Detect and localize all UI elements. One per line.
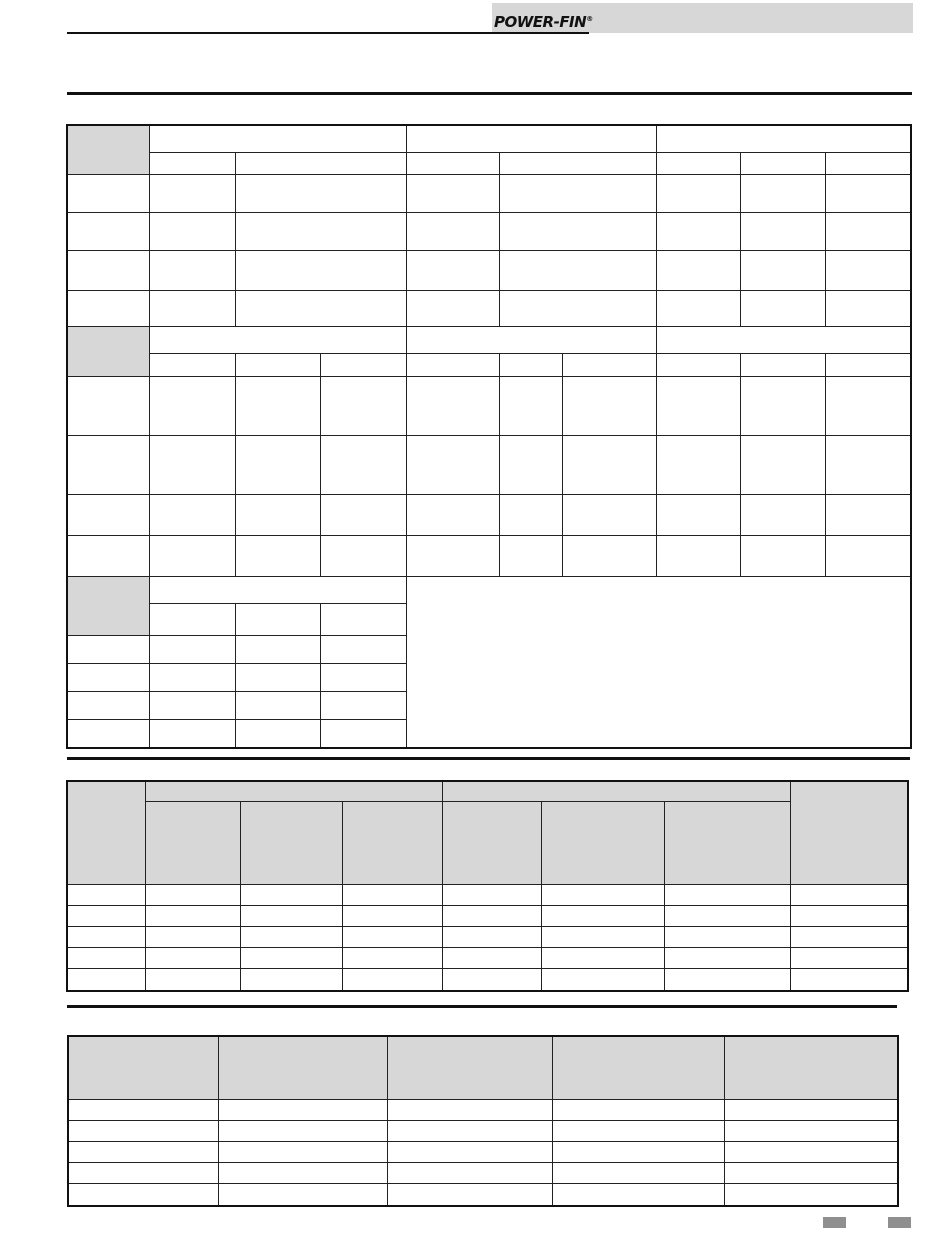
table-cell bbox=[150, 692, 236, 720]
table-row bbox=[68, 577, 911, 604]
table-row bbox=[68, 436, 911, 495]
table-cell bbox=[343, 802, 443, 885]
table-cell bbox=[665, 802, 791, 885]
table-row bbox=[68, 782, 908, 802]
table-cell bbox=[741, 175, 826, 213]
table-cell bbox=[826, 377, 911, 436]
table-cell bbox=[553, 1121, 725, 1142]
table-cell bbox=[150, 354, 236, 377]
table-cell bbox=[826, 175, 911, 213]
table-cell bbox=[146, 782, 443, 802]
table-cell bbox=[69, 1163, 219, 1184]
table-cell bbox=[236, 720, 321, 748]
table-row bbox=[69, 1121, 898, 1142]
section-divider-bottom bbox=[67, 1005, 897, 1008]
table-cell bbox=[500, 377, 563, 436]
table-cell bbox=[68, 720, 150, 748]
table-cell bbox=[150, 213, 236, 251]
table-cell bbox=[150, 377, 236, 436]
table-row bbox=[68, 251, 911, 291]
table-cell bbox=[236, 377, 321, 436]
table-cell bbox=[791, 927, 908, 948]
table-cell bbox=[236, 291, 407, 327]
registered-mark: ® bbox=[586, 15, 593, 23]
table-cell bbox=[241, 927, 343, 948]
table-cell bbox=[500, 291, 657, 327]
table-cell bbox=[68, 948, 146, 969]
table-cell bbox=[68, 906, 146, 927]
table-cell bbox=[321, 720, 407, 748]
table-cell bbox=[826, 291, 911, 327]
table-cell bbox=[407, 126, 657, 153]
table-cell bbox=[542, 802, 665, 885]
table-cell bbox=[68, 327, 150, 377]
table-cell bbox=[500, 213, 657, 251]
table-cell bbox=[219, 1037, 388, 1100]
table-cell bbox=[407, 175, 500, 213]
table-cell bbox=[443, 969, 542, 991]
table-cell bbox=[68, 377, 150, 436]
table-cell bbox=[725, 1100, 898, 1121]
table-cell bbox=[241, 948, 343, 969]
table-row bbox=[68, 175, 911, 213]
table-cell bbox=[741, 436, 826, 495]
table-cell bbox=[563, 377, 657, 436]
table-cell bbox=[236, 636, 321, 664]
table-cell bbox=[321, 692, 407, 720]
table-row bbox=[68, 213, 911, 251]
table-row bbox=[69, 1184, 898, 1206]
table-cell bbox=[826, 536, 911, 577]
table-cell bbox=[500, 354, 563, 377]
table-cell bbox=[826, 153, 911, 175]
table-row bbox=[68, 885, 908, 906]
table-cell bbox=[68, 436, 150, 495]
table-cell bbox=[741, 291, 826, 327]
table-cell bbox=[68, 495, 150, 536]
table-cell bbox=[407, 495, 500, 536]
table-cell bbox=[500, 436, 563, 495]
table-cell bbox=[388, 1121, 553, 1142]
table-cell bbox=[150, 604, 236, 636]
table-cell bbox=[69, 1184, 219, 1206]
table-cell bbox=[68, 692, 150, 720]
table-cell bbox=[826, 213, 911, 251]
spec-table-a bbox=[67, 125, 911, 748]
table-cell bbox=[150, 720, 236, 748]
table-cell bbox=[542, 948, 665, 969]
table-cell bbox=[657, 213, 741, 251]
table-row bbox=[69, 1142, 898, 1163]
table-row bbox=[69, 1037, 898, 1100]
table-cell bbox=[150, 495, 236, 536]
table-cell bbox=[443, 948, 542, 969]
table-cell bbox=[725, 1121, 898, 1142]
table-cell bbox=[725, 1037, 898, 1100]
table-row bbox=[69, 1163, 898, 1184]
table-cell bbox=[146, 885, 241, 906]
table-cell bbox=[388, 1100, 553, 1121]
table-cell bbox=[407, 377, 500, 436]
table-cell bbox=[563, 354, 657, 377]
table-row bbox=[68, 969, 908, 991]
table-cell bbox=[657, 153, 741, 175]
table-cell bbox=[68, 251, 150, 291]
footer-mark-right bbox=[888, 1217, 911, 1228]
table-cell bbox=[665, 885, 791, 906]
table-cell bbox=[68, 664, 150, 692]
table-cell bbox=[236, 436, 321, 495]
table-cell bbox=[68, 291, 150, 327]
table-cell bbox=[236, 354, 321, 377]
table-cell bbox=[321, 536, 407, 577]
table-cell bbox=[69, 1037, 219, 1100]
table-cell bbox=[657, 354, 741, 377]
table-cell bbox=[665, 948, 791, 969]
table-cell bbox=[146, 906, 241, 927]
table-cell bbox=[443, 927, 542, 948]
table-cell bbox=[741, 495, 826, 536]
table-cell bbox=[826, 251, 911, 291]
section-divider-top bbox=[67, 92, 912, 95]
table-cell bbox=[241, 969, 343, 991]
notes-area bbox=[407, 577, 911, 748]
table-cell bbox=[236, 664, 321, 692]
table-cell bbox=[321, 636, 407, 664]
table-cell bbox=[826, 354, 911, 377]
spec-table-c bbox=[68, 1036, 898, 1206]
table-row bbox=[68, 126, 911, 153]
table-cell bbox=[725, 1163, 898, 1184]
header-rule bbox=[67, 32, 589, 34]
table-cell bbox=[236, 213, 407, 251]
table-cell bbox=[150, 536, 236, 577]
table-cell bbox=[791, 969, 908, 991]
table-cell bbox=[563, 495, 657, 536]
table-cell bbox=[388, 1163, 553, 1184]
table-cell bbox=[407, 213, 500, 251]
table-cell bbox=[343, 906, 443, 927]
table-cell bbox=[68, 577, 150, 636]
table-cell bbox=[407, 251, 500, 291]
table-cell bbox=[68, 969, 146, 991]
table-cell bbox=[500, 153, 657, 175]
table-cell bbox=[443, 906, 542, 927]
table-cell bbox=[241, 802, 343, 885]
table-cell bbox=[407, 291, 500, 327]
table-cell bbox=[68, 636, 150, 664]
table-cell bbox=[69, 1100, 219, 1121]
table-cell bbox=[407, 327, 657, 354]
table-cell bbox=[321, 604, 407, 636]
table-cell bbox=[150, 327, 407, 354]
table-cell bbox=[219, 1121, 388, 1142]
table-row bbox=[68, 927, 908, 948]
table-cell bbox=[69, 1142, 219, 1163]
table-cell bbox=[657, 495, 741, 536]
table-cell bbox=[388, 1184, 553, 1206]
table-cell bbox=[219, 1100, 388, 1121]
table-row bbox=[68, 153, 911, 175]
table-cell bbox=[741, 377, 826, 436]
table-cell bbox=[657, 436, 741, 495]
table-cell bbox=[407, 354, 500, 377]
table-cell bbox=[553, 1100, 725, 1121]
table-cell bbox=[321, 664, 407, 692]
table-cell bbox=[241, 885, 343, 906]
table-cell bbox=[388, 1142, 553, 1163]
table-cell bbox=[665, 969, 791, 991]
table-cell bbox=[68, 213, 150, 251]
table-cell bbox=[741, 213, 826, 251]
table-cell bbox=[321, 495, 407, 536]
table-cell bbox=[791, 782, 908, 885]
table-cell bbox=[791, 948, 908, 969]
table-cell bbox=[236, 692, 321, 720]
table-cell bbox=[219, 1184, 388, 1206]
table-cell bbox=[69, 1121, 219, 1142]
table-cell bbox=[665, 906, 791, 927]
table-cell bbox=[236, 153, 407, 175]
table-cell bbox=[443, 782, 791, 802]
table-cell bbox=[542, 885, 665, 906]
table-row bbox=[69, 1100, 898, 1121]
table-cell bbox=[68, 927, 146, 948]
table-cell bbox=[388, 1037, 553, 1100]
table-cell bbox=[150, 577, 407, 604]
logo-text: POWER-FIN bbox=[494, 13, 587, 31]
table-cell bbox=[68, 885, 146, 906]
table-row bbox=[68, 536, 911, 577]
table-cell bbox=[150, 126, 407, 153]
table-cell bbox=[553, 1037, 725, 1100]
table-cell bbox=[741, 536, 826, 577]
table-cell bbox=[321, 436, 407, 495]
spec-table-b bbox=[67, 781, 908, 991]
table-cell bbox=[657, 251, 741, 291]
table-cell bbox=[657, 291, 741, 327]
table-cell bbox=[563, 436, 657, 495]
table-cell bbox=[236, 536, 321, 577]
table-cell bbox=[791, 906, 908, 927]
table-cell bbox=[146, 969, 241, 991]
table-cell bbox=[725, 1142, 898, 1163]
table-cell bbox=[553, 1163, 725, 1184]
table-cell bbox=[150, 636, 236, 664]
table-row bbox=[68, 802, 908, 885]
table-cell bbox=[150, 251, 236, 291]
table-cell bbox=[236, 604, 321, 636]
table-cell bbox=[343, 969, 443, 991]
brand-logo bbox=[494, 8, 593, 34]
table-row bbox=[68, 354, 911, 377]
table-cell bbox=[500, 536, 563, 577]
table-cell bbox=[407, 153, 500, 175]
table-row bbox=[68, 377, 911, 436]
table-cell bbox=[236, 251, 407, 291]
table-cell bbox=[68, 782, 146, 885]
table-cell bbox=[150, 664, 236, 692]
table-cell bbox=[321, 354, 407, 377]
table-cell bbox=[150, 175, 236, 213]
table-cell bbox=[500, 495, 563, 536]
table-cell bbox=[553, 1184, 725, 1206]
table-cell bbox=[657, 175, 741, 213]
table-cell bbox=[321, 377, 407, 436]
table-cell bbox=[443, 885, 542, 906]
table-cell bbox=[500, 175, 657, 213]
footer-mark-left bbox=[823, 1217, 846, 1228]
table-cell bbox=[343, 885, 443, 906]
table-cell bbox=[150, 291, 236, 327]
table-cell bbox=[343, 927, 443, 948]
table-cell bbox=[657, 536, 741, 577]
table-cell bbox=[343, 948, 443, 969]
table-row bbox=[68, 327, 911, 354]
section-divider-middle bbox=[67, 757, 910, 760]
table-row bbox=[68, 948, 908, 969]
table-cell bbox=[68, 126, 150, 175]
table-cell bbox=[657, 327, 911, 354]
table-cell bbox=[146, 948, 241, 969]
table-cell bbox=[542, 927, 665, 948]
table-cell bbox=[665, 927, 791, 948]
table-cell bbox=[407, 536, 500, 577]
table-row bbox=[68, 906, 908, 927]
table-cell bbox=[68, 175, 150, 213]
table-cell bbox=[741, 153, 826, 175]
table-cell bbox=[553, 1142, 725, 1163]
table-cell bbox=[150, 436, 236, 495]
table-cell bbox=[241, 906, 343, 927]
table-cell bbox=[791, 885, 908, 906]
table-cell bbox=[236, 495, 321, 536]
table-cell bbox=[657, 126, 911, 153]
table-row bbox=[68, 495, 911, 536]
table-cell bbox=[826, 436, 911, 495]
table-cell bbox=[500, 251, 657, 291]
table-cell bbox=[443, 802, 542, 885]
table-cell bbox=[725, 1184, 898, 1206]
table-cell bbox=[407, 436, 500, 495]
table-cell bbox=[150, 153, 236, 175]
table-cell bbox=[146, 927, 241, 948]
table-cell bbox=[741, 251, 826, 291]
table-cell bbox=[219, 1142, 388, 1163]
table-cell bbox=[68, 536, 150, 577]
table-cell bbox=[542, 906, 665, 927]
table-cell bbox=[563, 536, 657, 577]
table-row bbox=[68, 291, 911, 327]
table-cell bbox=[542, 969, 665, 991]
table-cell bbox=[219, 1163, 388, 1184]
table-cell bbox=[741, 354, 826, 377]
table-cell bbox=[236, 175, 407, 213]
table-cell bbox=[657, 377, 741, 436]
table-cell bbox=[146, 802, 241, 885]
table-cell bbox=[826, 495, 911, 536]
